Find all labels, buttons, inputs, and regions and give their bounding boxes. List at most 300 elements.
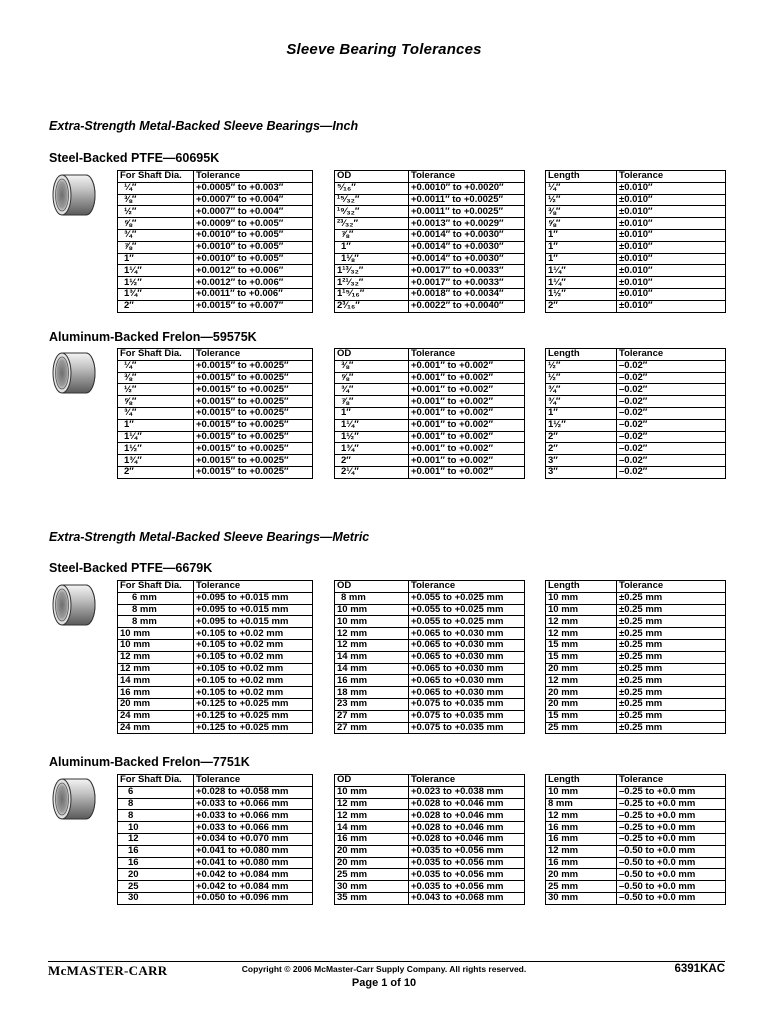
tolerance-cell: +0.041 to +0.080 mm (194, 857, 313, 869)
size-cell: 2¼″ (335, 466, 409, 478)
size-cell: 12 mm (546, 845, 617, 857)
size-cell: 16 mm (335, 833, 409, 845)
column-header: Length (546, 581, 617, 593)
table-row (118, 407, 313, 419)
tolerance-cell: –0.25 to +0.0 mm (617, 798, 726, 810)
size-cell: 30 mm (546, 892, 617, 904)
size-cell: 16 mm (118, 687, 194, 699)
table-aluminum-frelon-metric-shaft (117, 774, 313, 905)
tolerance-cell: +0.0015″ to +0.0025″ (194, 443, 313, 455)
table-row (118, 881, 313, 893)
size-cell: ⅝″ (335, 372, 409, 384)
table-row (335, 892, 525, 904)
tolerance-cell: –0.02″ (617, 407, 726, 419)
tolerance-cell: –0.02″ (617, 443, 726, 455)
table-row (118, 592, 313, 604)
tolerance-cell: +0.105 to +0.02 mm (194, 628, 313, 640)
size-cell: ¹⁵⁄₃₂″ (335, 194, 409, 206)
size-cell: 1″ (335, 241, 409, 253)
size-cell: 12 mm (335, 798, 409, 810)
tolerance-cell: +0.0010″ to +0.005″ (194, 253, 313, 265)
tolerance-cell: +0.065 to +0.030 mm (409, 651, 525, 663)
table-row (546, 786, 726, 798)
size-cell: 12 mm (118, 663, 194, 675)
table-row (335, 810, 525, 822)
tolerance-cell: –0.02″ (617, 384, 726, 396)
tolerance-cell: ±0.010″ (617, 253, 726, 265)
size-cell: 20 mm (546, 687, 617, 699)
size-cell: ½″ (118, 206, 194, 218)
tolerance-cell: +0.125 to +0.025 mm (194, 698, 313, 710)
table-row (335, 466, 525, 478)
table-row (546, 253, 726, 265)
tolerance-cell: +0.0005″ to +0.003″ (194, 182, 313, 194)
size-cell: 15 mm (546, 710, 617, 722)
tolerance-cell: +0.0010″ to +0.005″ (194, 229, 313, 241)
size-cell: ¼″ (118, 360, 194, 372)
tolerance-cell: +0.041 to +0.080 mm (194, 845, 313, 857)
table-row (546, 881, 726, 893)
table-row (546, 869, 726, 881)
size-cell: 2″ (546, 443, 617, 455)
table-aluminum-frelon-metric-od (334, 774, 525, 905)
size-cell: 10 mm (335, 786, 409, 798)
tolerance-cell: ±0.010″ (617, 182, 726, 194)
tolerance-cell: +0.0014″ to +0.0030″ (409, 229, 525, 241)
table-row (335, 857, 525, 869)
size-cell: 2″ (118, 300, 194, 312)
table-row (335, 628, 525, 640)
table-row (118, 833, 313, 845)
size-cell: ⅜″ (118, 194, 194, 206)
tolerance-cell: +0.105 to +0.02 mm (194, 639, 313, 651)
size-cell: ⅝″ (118, 396, 194, 408)
table-row (546, 722, 726, 734)
size-cell: ¾″ (546, 384, 617, 396)
size-cell: 8 mm (118, 604, 194, 616)
size-cell: 8 mm (546, 798, 617, 810)
size-cell: 1¾″ (118, 455, 194, 467)
table-row (546, 194, 726, 206)
size-cell: 10 mm (118, 639, 194, 651)
size-cell: 10 mm (335, 616, 409, 628)
size-cell: 20 mm (118, 698, 194, 710)
tolerance-cell: +0.028 to +0.046 mm (409, 833, 525, 845)
tolerance-cell: +0.095 to +0.015 mm (194, 616, 313, 628)
column-header: Tolerance (617, 775, 726, 787)
tolerance-cell: +0.0015″ to +0.0025″ (194, 384, 313, 396)
table-row (335, 182, 525, 194)
column-header: Length (546, 775, 617, 787)
tolerance-cell: ±0.25 mm (617, 675, 726, 687)
tolerance-cell: +0.055 to +0.025 mm (409, 616, 525, 628)
tolerance-cell: +0.065 to +0.030 mm (409, 663, 525, 675)
size-cell: 1″ (118, 253, 194, 265)
tolerance-cell: +0.001″ to +0.002″ (409, 407, 525, 419)
table-row (546, 218, 726, 230)
column-header: For Shaft Dia. (118, 775, 194, 787)
tolerance-cell: –0.25 to +0.0 mm (617, 786, 726, 798)
table-row (335, 229, 525, 241)
tolerance-cell: +0.0017″ to +0.0033″ (409, 265, 525, 277)
size-cell: ¼″ (546, 182, 617, 194)
table-steel-ptfe-metric-length (545, 580, 726, 734)
tolerance-cell: +0.042 to +0.084 mm (194, 881, 313, 893)
table-row (546, 455, 726, 467)
table-row (118, 182, 313, 194)
tolerance-cell: +0.028 to +0.058 mm (194, 786, 313, 798)
column-header: OD (335, 171, 409, 183)
table-row (546, 419, 726, 431)
tolerance-cell: ±0.25 mm (617, 628, 726, 640)
table-row (335, 786, 525, 798)
tolerance-cell: –0.02″ (617, 396, 726, 408)
size-cell: ¾″ (335, 384, 409, 396)
table-row (118, 396, 313, 408)
table-row (118, 218, 313, 230)
table-row (335, 455, 525, 467)
tolerance-cell: +0.065 to +0.030 mm (409, 675, 525, 687)
table-row (335, 687, 525, 699)
size-cell: 12 mm (335, 628, 409, 640)
section-heading-metric: Extra-Strength Metal-Backed Sleeve Bearings—Metric (49, 530, 370, 544)
catalog-code: 6391KAC (674, 963, 725, 975)
table-row (546, 182, 726, 194)
table-row (546, 845, 726, 857)
size-cell: 20 mm (546, 663, 617, 675)
table-row (118, 639, 313, 651)
tolerance-cell: +0.001″ to +0.002″ (409, 360, 525, 372)
table-row (546, 592, 726, 604)
table-row (118, 869, 313, 881)
size-cell: ⅜″ (118, 372, 194, 384)
table-row (335, 443, 525, 455)
size-cell: 1⅛″ (335, 253, 409, 265)
tolerance-cell: +0.050 to +0.096 mm (194, 892, 313, 904)
table-row (118, 419, 313, 431)
size-cell: 16 mm (335, 675, 409, 687)
size-cell: 1¼″ (118, 265, 194, 277)
table-row (118, 288, 313, 300)
size-cell: 16 mm (546, 857, 617, 869)
table-row (118, 698, 313, 710)
tolerance-cell: +0.028 to +0.046 mm (409, 798, 525, 810)
product-heading-aluminum-frelon-inch: Aluminum-Backed Frelon—59575K (49, 330, 257, 344)
size-cell: 1½″ (335, 431, 409, 443)
sleeve-bearing-image (48, 170, 103, 220)
size-cell: 30 mm (335, 881, 409, 893)
table-row (546, 698, 726, 710)
tolerance-cell: +0.0015″ to +0.0025″ (194, 372, 313, 384)
tolerance-cell: +0.028 to +0.046 mm (409, 822, 525, 834)
tolerance-cell: +0.0014″ to +0.0030″ (409, 241, 525, 253)
table-row (335, 194, 525, 206)
table-row (546, 466, 726, 478)
tolerance-cell: –0.02″ (617, 360, 726, 372)
size-cell: 10 mm (546, 604, 617, 616)
tolerance-cell: +0.033 to +0.066 mm (194, 798, 313, 810)
table-row (335, 253, 525, 265)
table-row (118, 822, 313, 834)
table-header-row (546, 775, 726, 787)
table-row (335, 822, 525, 834)
tolerance-cell: +0.001″ to +0.002″ (409, 419, 525, 431)
tolerance-cell: +0.0009″ to +0.005″ (194, 218, 313, 230)
column-header: For Shaft Dia. (118, 581, 194, 593)
size-cell: ⅝″ (546, 218, 617, 230)
column-header: Tolerance (617, 349, 726, 361)
size-cell: 1½″ (118, 443, 194, 455)
size-cell: 1¼″ (118, 431, 194, 443)
table-row (118, 663, 313, 675)
table-row (118, 206, 313, 218)
tolerance-cell: +0.0015″ to +0.0025″ (194, 466, 313, 478)
tolerance-cell: +0.0015″ to +0.0025″ (194, 407, 313, 419)
size-cell: 25 mm (546, 881, 617, 893)
size-cell: 15 mm (546, 639, 617, 651)
size-cell: ⅜″ (335, 360, 409, 372)
table-row (335, 384, 525, 396)
size-cell: ¹⁹⁄₃₂″ (335, 206, 409, 218)
table-row (546, 288, 726, 300)
page-title: Sleeve Bearing Tolerances (286, 41, 482, 58)
table-row (335, 360, 525, 372)
table-aluminum-frelon-inch-od (334, 348, 525, 479)
table-row (546, 229, 726, 241)
column-header: Tolerance (409, 171, 525, 183)
column-header: OD (335, 775, 409, 787)
table-row (118, 241, 313, 253)
table-row (335, 663, 525, 675)
size-cell: 1″ (546, 241, 617, 253)
size-cell: 1¹³⁄₃₂″ (335, 265, 409, 277)
table-row (335, 833, 525, 845)
tolerance-cell: +0.0007″ to +0.004″ (194, 206, 313, 218)
table-row (118, 786, 313, 798)
size-cell: 27 mm (335, 710, 409, 722)
table-header-row (118, 171, 313, 183)
tolerance-cell: +0.042 to +0.084 mm (194, 869, 313, 881)
tolerance-cell: ±0.010″ (617, 300, 726, 312)
table-row (546, 604, 726, 616)
size-cell: 1¹⁵⁄₁₆″ (335, 288, 409, 300)
tolerance-cell: –0.02″ (617, 455, 726, 467)
table-row (118, 845, 313, 857)
tolerance-cell: +0.035 to +0.056 mm (409, 845, 525, 857)
table-row (118, 360, 313, 372)
section-heading-inch: Extra-Strength Metal-Backed Sleeve Bearings—Inch (49, 119, 359, 133)
table-row (335, 218, 525, 230)
tolerance-cell: ±0.25 mm (617, 651, 726, 663)
size-cell: 20 mm (335, 857, 409, 869)
table-row (546, 300, 726, 312)
size-cell: 1¾″ (335, 443, 409, 455)
tolerance-cell: ±0.25 mm (617, 710, 726, 722)
table-row (546, 710, 726, 722)
table-row (546, 833, 726, 845)
table-row (546, 687, 726, 699)
table-row (335, 407, 525, 419)
tolerance-cell: +0.0012″ to +0.006″ (194, 277, 313, 289)
table-header-row (335, 349, 525, 361)
size-cell: ⅞″ (118, 241, 194, 253)
table-row (335, 265, 525, 277)
copyright-notice: Copyright © 2006 McMaster-Carr Supply Company. All rights reserved. (241, 964, 527, 974)
size-cell: ½″ (118, 384, 194, 396)
tolerance-cell: +0.095 to +0.015 mm (194, 604, 313, 616)
table-steel-ptfe-inch-od (334, 170, 525, 313)
table-row (118, 466, 313, 478)
tolerance-cell: –0.02″ (617, 466, 726, 478)
table-row (118, 300, 313, 312)
size-cell: 1½″ (546, 288, 617, 300)
table-row (118, 798, 313, 810)
tolerance-cell: +0.0010″ to +0.0020″ (409, 182, 525, 194)
size-cell: 25 mm (546, 722, 617, 734)
table-row (546, 639, 726, 651)
tolerance-cell: +0.035 to +0.056 mm (409, 857, 525, 869)
sleeve-bearing-image (48, 774, 103, 824)
table-steel-ptfe-metric-shaft (117, 580, 313, 734)
table-row (546, 384, 726, 396)
sleeve-bearing-image (48, 348, 103, 398)
table-row (335, 698, 525, 710)
table-row (546, 396, 726, 408)
table-row (118, 194, 313, 206)
size-cell: 8 (118, 810, 194, 822)
column-header: Length (546, 171, 617, 183)
tolerance-cell: +0.023 to +0.038 mm (409, 786, 525, 798)
size-cell: ⅞″ (335, 396, 409, 408)
tolerance-cell: +0.0015″ to +0.0025″ (194, 431, 313, 443)
size-cell: 2″ (546, 300, 617, 312)
tolerance-cell: +0.095 to +0.015 mm (194, 592, 313, 604)
size-cell: 1¼″ (546, 265, 617, 277)
tolerance-cell: +0.0014″ to +0.0030″ (409, 253, 525, 265)
tolerance-cell: –0.50 to +0.0 mm (617, 869, 726, 881)
size-cell: 20 mm (546, 869, 617, 881)
size-cell: 2″ (335, 455, 409, 467)
table-row (118, 810, 313, 822)
footer-divider (48, 961, 725, 962)
table-row (335, 277, 525, 289)
tolerance-cell: –0.02″ (617, 419, 726, 431)
tolerance-cell: +0.075 to +0.035 mm (409, 710, 525, 722)
table-row (546, 798, 726, 810)
table-header-row (335, 171, 525, 183)
tolerance-cell: +0.033 to +0.066 mm (194, 810, 313, 822)
size-cell: 1″ (546, 229, 617, 241)
tolerance-cell: ±0.010″ (617, 194, 726, 206)
table-row (335, 710, 525, 722)
column-header: Tolerance (409, 775, 525, 787)
size-cell: 14 mm (335, 663, 409, 675)
table-row (546, 822, 726, 834)
tolerance-cell: +0.0011″ to +0.0025″ (409, 206, 525, 218)
tolerance-cell: +0.125 to +0.025 mm (194, 722, 313, 734)
tolerance-cell: +0.105 to +0.02 mm (194, 687, 313, 699)
table-row (118, 892, 313, 904)
size-cell: ⅜″ (546, 206, 617, 218)
size-cell: 1½″ (546, 419, 617, 431)
table-row (118, 372, 313, 384)
table-row (118, 675, 313, 687)
table-row (335, 722, 525, 734)
table-row (118, 616, 313, 628)
size-cell: 18 mm (335, 687, 409, 699)
table-row (546, 407, 726, 419)
table-row (546, 810, 726, 822)
size-cell: 27 mm (335, 722, 409, 734)
size-cell: 8 mm (335, 592, 409, 604)
table-row (335, 372, 525, 384)
tolerance-cell: +0.043 to +0.068 mm (409, 892, 525, 904)
table-row (546, 628, 726, 640)
size-cell: 1¼″ (335, 419, 409, 431)
tolerance-cell: ±0.25 mm (617, 698, 726, 710)
tolerance-cell: +0.075 to +0.035 mm (409, 722, 525, 734)
table-header-row (118, 581, 313, 593)
table-header-row (546, 581, 726, 593)
size-cell: 20 mm (335, 845, 409, 857)
table-row (546, 892, 726, 904)
size-cell: 1″ (546, 407, 617, 419)
column-header: Tolerance (409, 349, 525, 361)
size-cell: 1²¹⁄₃₂″ (335, 277, 409, 289)
tolerance-cell: +0.035 to +0.056 mm (409, 869, 525, 881)
size-cell: 12 mm (546, 616, 617, 628)
size-cell: ⅝″ (118, 218, 194, 230)
table-header-row (118, 349, 313, 361)
size-cell: 2³⁄₁₆″ (335, 300, 409, 312)
size-cell: 23 mm (335, 698, 409, 710)
tolerance-cell: ±0.010″ (617, 206, 726, 218)
table-row (118, 431, 313, 443)
tolerance-cell: +0.001″ to +0.002″ (409, 396, 525, 408)
table-row (546, 360, 726, 372)
tolerance-cell: ±0.010″ (617, 218, 726, 230)
tolerance-cell: +0.065 to +0.030 mm (409, 639, 525, 651)
table-row (546, 372, 726, 384)
column-header: For Shaft Dia. (118, 171, 194, 183)
table-row (335, 639, 525, 651)
table-row (335, 300, 525, 312)
column-header: For Shaft Dia. (118, 349, 194, 361)
size-cell: 12 mm (335, 810, 409, 822)
column-header: Tolerance (194, 581, 313, 593)
tolerance-cell: ±0.010″ (617, 241, 726, 253)
table-row (118, 604, 313, 616)
tolerance-cell: +0.125 to +0.025 mm (194, 710, 313, 722)
size-cell: ¼″ (118, 182, 194, 194)
table-row (546, 431, 726, 443)
size-cell: 16 (118, 857, 194, 869)
table-row (335, 675, 525, 687)
table-row (118, 253, 313, 265)
tolerance-cell: +0.0011″ to +0.006″ (194, 288, 313, 300)
size-cell: 3″ (546, 455, 617, 467)
tolerance-cell: +0.055 to +0.025 mm (409, 592, 525, 604)
table-row (335, 419, 525, 431)
size-cell: 20 (118, 869, 194, 881)
tolerance-cell: +0.065 to +0.030 mm (409, 687, 525, 699)
table-row (118, 229, 313, 241)
tolerance-cell: ±0.25 mm (617, 639, 726, 651)
table-steel-ptfe-inch-length (545, 170, 726, 313)
column-header: Tolerance (617, 581, 726, 593)
tolerance-cell: +0.0022″ to +0.0040″ (409, 300, 525, 312)
tolerance-cell: ±0.010″ (617, 277, 726, 289)
